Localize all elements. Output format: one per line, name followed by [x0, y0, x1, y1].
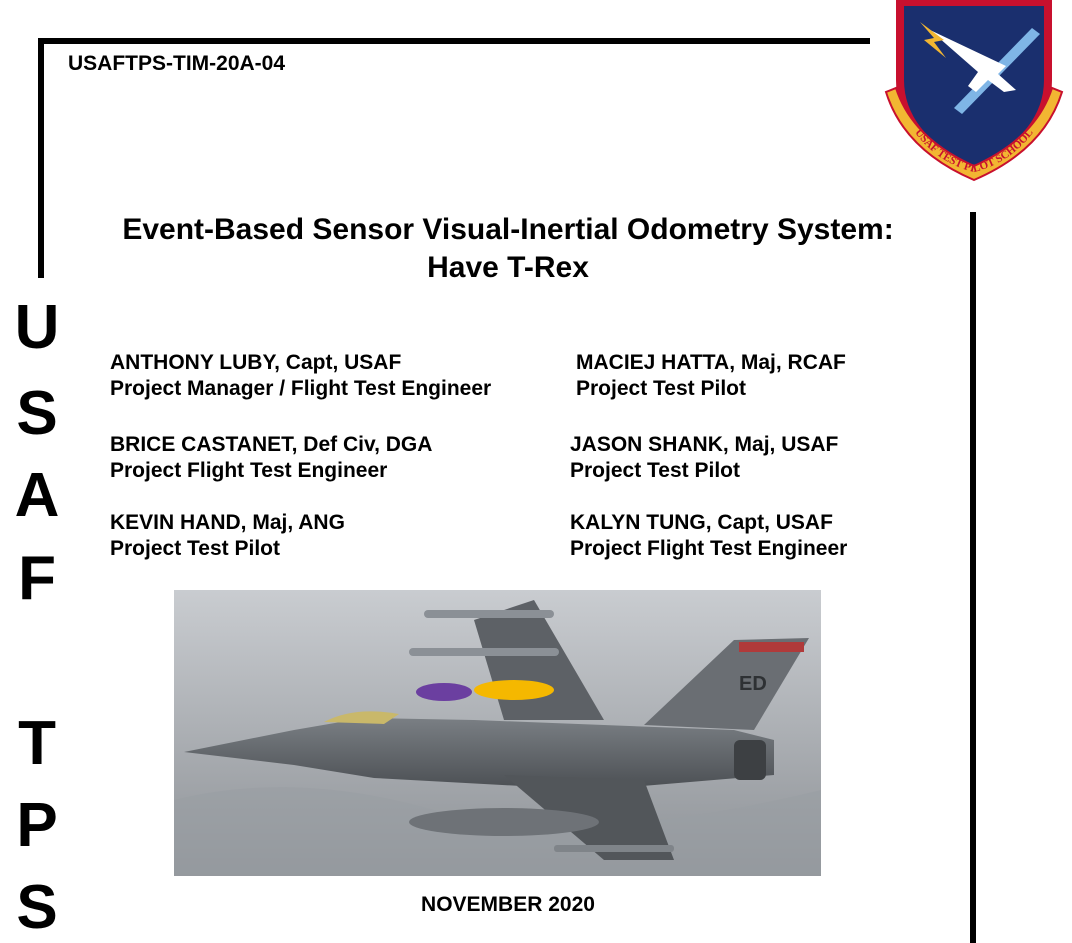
side-letter-a: A	[14, 461, 60, 530]
side-letter-p: P	[16, 791, 58, 860]
fuel-tank	[409, 808, 599, 836]
side-letter-t: T	[18, 709, 56, 778]
frame-left-line	[38, 38, 44, 278]
usaf-tps-emblem	[884, 0, 1064, 185]
author-name: KALYN TUNG, Capt, USAF	[570, 511, 833, 534]
author-role: Project Test Pilot	[110, 537, 280, 560]
frame-top-line	[38, 38, 870, 44]
emblem-text: USAF TEST PILOT SCHOOL	[912, 126, 1036, 175]
author-name: MACIEJ HATTA, Maj, RCAF	[576, 351, 846, 374]
author-role: Project Manager / Flight Test Engineer	[110, 377, 492, 400]
author-name: BRICE CASTANET, Def Civ, DGA	[110, 433, 433, 456]
author-role: Project Flight Test Engineer	[110, 459, 388, 482]
pod-purple	[416, 683, 472, 701]
author-block	[110, 510, 345, 562]
side-letter-s: S	[16, 379, 58, 448]
author-name: ANTHONY LUBY, Capt, USAF	[110, 351, 402, 374]
title-line-1: Event-Based Sensor Visual-Inertial Odometry System:	[122, 213, 894, 246]
author-role: Project Test Pilot	[570, 459, 740, 482]
author-role: Project Test Pilot	[576, 377, 746, 400]
aircraft-photo	[174, 590, 821, 876]
frame-right-line	[970, 212, 976, 943]
author-block	[110, 432, 432, 484]
missile-upper-1	[424, 610, 554, 618]
author-block	[570, 510, 847, 562]
title-line-2: Have T-Rex	[427, 251, 589, 284]
author-name: JASON SHANK, Maj, USAF	[570, 433, 839, 456]
publication-date: NOVEMBER 2020	[421, 893, 595, 916]
author-name: KEVIN HAND, Maj, ANG	[110, 511, 345, 534]
engine-nozzle	[734, 740, 766, 780]
author-role: Project Flight Test Engineer	[570, 537, 848, 560]
document-id: USAFTPS-TIM-20A-04	[68, 52, 286, 75]
author-block	[576, 350, 846, 402]
author-block	[110, 350, 491, 402]
missile-lower	[554, 845, 674, 852]
side-letter-s2: S	[16, 873, 58, 942]
tail-stripe	[739, 642, 804, 652]
tail-code: ED	[739, 673, 767, 695]
author-block	[570, 432, 838, 484]
side-letter-f: F	[18, 544, 56, 613]
missile-upper-2	[409, 648, 559, 656]
pod-yellow	[474, 680, 554, 700]
side-letter-u: U	[14, 293, 60, 362]
